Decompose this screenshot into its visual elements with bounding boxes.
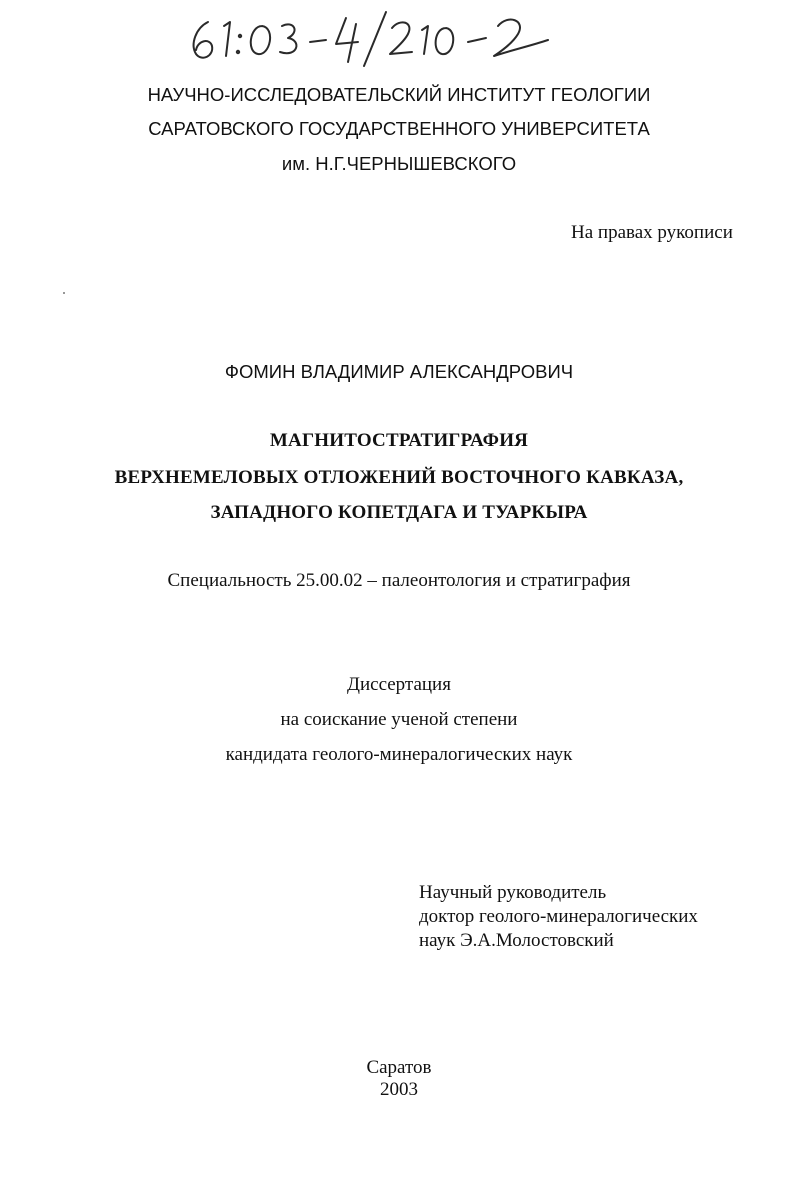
- institute-line-2: САРАТОВСКОГО ГОСУДАРСТВЕННОГО УНИВЕРСИТЕТА: [148, 118, 650, 139]
- footer-year: 2003: [380, 1079, 418, 1100]
- supervisor-line-3: наук Э.А.Молостовский: [419, 930, 614, 951]
- institute-line-1: НАУЧНО-ИССЛЕДОВАТЕЛЬСКИЙ ИНСТИТУТ ГЕОЛОГИИ: [147, 84, 651, 105]
- dissertation-line-3: кандидата геолого-минералогических наук: [225, 744, 573, 765]
- title-line-1: МАГНИТОСТРАТИГРАФИЯ: [269, 430, 529, 451]
- dissertation-line-2: на соискание ученой степени: [280, 709, 518, 730]
- footer-city: Саратов: [366, 1057, 432, 1078]
- dissertation-line-1: Диссертация: [347, 674, 451, 695]
- rights-note: На правах рукописи: [571, 222, 733, 243]
- handwritten-archive-number: [186, 4, 566, 68]
- scan-speck: [63, 292, 65, 294]
- title-line-2: ВЕРХНЕМЕЛОВЫХ ОТЛОЖЕНИЙ ВОСТОЧНОГО КАВКАЗА,: [114, 467, 684, 488]
- author-name: ФОМИН ВЛАДИМИР АЛЕКСАНДРОВИЧ: [224, 361, 574, 382]
- institute-line-3: им. Н.Г.ЧЕРНЫШЕВСКОГО: [281, 153, 517, 174]
- supervisor-line-2: доктор геолого-минералогических: [419, 906, 698, 927]
- specialty: Специальность 25.00.02 – палеонтология и стратиграфия: [167, 570, 631, 591]
- supervisor-line-1: Научный руководитель: [419, 882, 607, 903]
- title-line-3: ЗАПАДНОГО КОПЕТДАГА И ТУАРКЫРА: [210, 502, 588, 523]
